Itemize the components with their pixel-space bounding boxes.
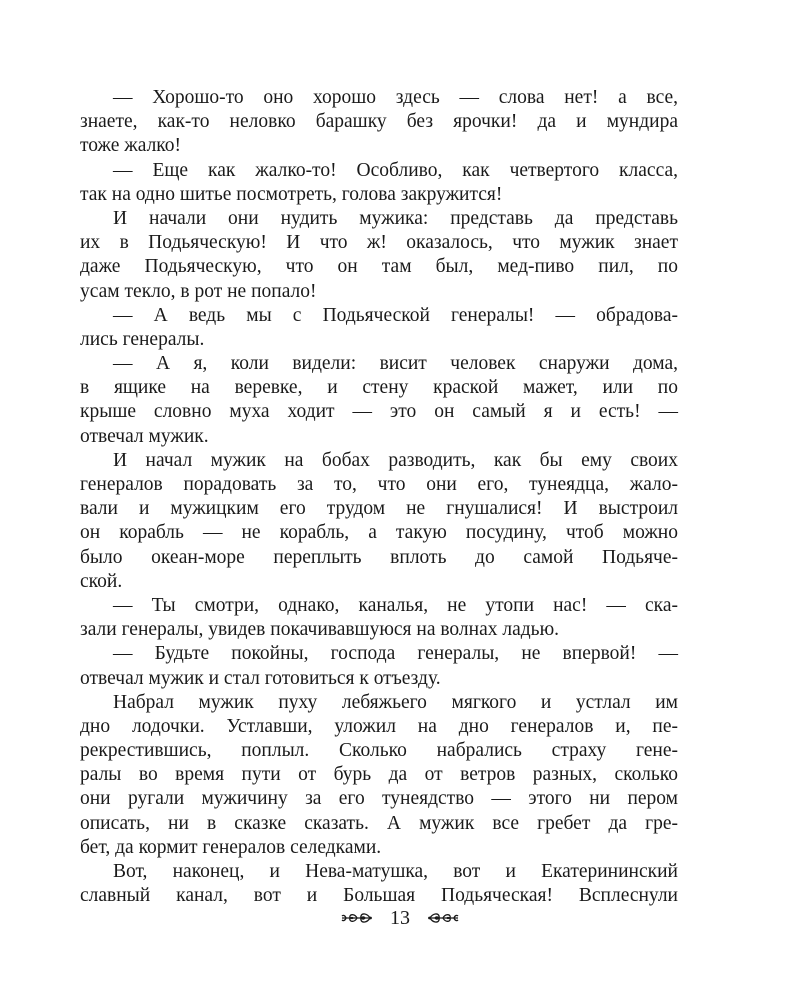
text-line: лись генералы. xyxy=(80,328,205,350)
text-line: их в Подьяческую! И что ж! оказалось, что мужик знает xyxy=(80,232,678,254)
text-line: — Будьте покойны, господа генералы, не впервой! — xyxy=(113,643,678,665)
right-ornament-icon xyxy=(426,910,460,926)
text-line: Вот, наконец, и Нева-матушка, вот и Екатерининский xyxy=(113,861,678,882)
page-footer xyxy=(0,904,800,932)
text-line: тоже жалко! xyxy=(80,135,182,157)
text-line: зали генералы, увидев покачивавшуюся на волнах ладью. xyxy=(80,619,560,641)
text-line: в ящике на веревке, и стену краской мажет, или по xyxy=(80,377,678,399)
text-line: рекрестившись, поплыл. Сколько набрались страху гене- xyxy=(80,740,678,762)
text-line: бет, да кормит генералов селедками. xyxy=(80,836,382,858)
text-line: крыше словно муха ходит — это он самый я и есть! — xyxy=(80,401,678,423)
text-line: так на одно шитье посмотреть, голова закружится! xyxy=(80,183,503,205)
text-line: — А я, коли видели: висит человек снаружи дома, xyxy=(113,353,678,375)
text-line: — А ведь мы с Подьяческой генералы! — обрадова- xyxy=(113,304,678,326)
text-line: И начал мужик на бобах разводить, как бы ему своих xyxy=(113,449,678,471)
text-line: славный канал, вот и Большая Подьяческая! Всплеснули xyxy=(80,885,678,907)
page-number: 13 xyxy=(390,907,410,929)
text-line: они ругали мужичину за его тунеядство — этого ни пером xyxy=(80,788,678,810)
text-line: отвечал мужик и стал готовиться к отъезду. xyxy=(80,667,441,689)
left-ornament-icon xyxy=(340,910,374,926)
text-line: генералов порадовать за то, что они его, тунеядца, жало- xyxy=(80,474,678,495)
text-line: ралы во время пути от бурь да от ветров разных, сколько xyxy=(80,764,678,786)
text-line: Набрал мужик пуху лебяжьего мягкого и устлал им xyxy=(113,691,678,713)
text-line: — Ты смотри, однако, каналья, не утопи нас! — ска- xyxy=(113,594,678,616)
text-line: знаете, как-то неловко барашку без ярочки! да и мундира xyxy=(80,111,678,133)
text-line: он корабль — не корабль, а такую посудину, чтоб можно xyxy=(80,522,678,544)
text-line: дно лодочки. Устлавши, уложил на дно генералов и, пе- xyxy=(80,715,678,737)
book-page-text xyxy=(80,86,678,908)
text-line: — Еще как жалко-то! Особливо, как четвертого класса, xyxy=(113,159,678,181)
text-line: даже Подьяческую, что он там был, мед-пиво пил, по xyxy=(80,256,678,278)
text-line: И начали они нудить мужика: представь да представь xyxy=(113,207,678,229)
text-line: было океан-море переплыть вплоть до самой Подьяче- xyxy=(80,546,678,568)
text-line: описать, ни в сказке сказать. А мужик все гребет да гре- xyxy=(80,812,678,834)
text-line: вали и мужицким его трудом не гнушалися! И выстроил xyxy=(80,498,678,520)
text-line: отвечал мужик. xyxy=(80,425,209,447)
text-line: усам текло, в рот не попало! xyxy=(80,280,317,302)
text-line: — Хорошо-то оно хорошо здесь — слова нет! а все, xyxy=(113,87,678,108)
text-line: ской. xyxy=(80,570,123,592)
